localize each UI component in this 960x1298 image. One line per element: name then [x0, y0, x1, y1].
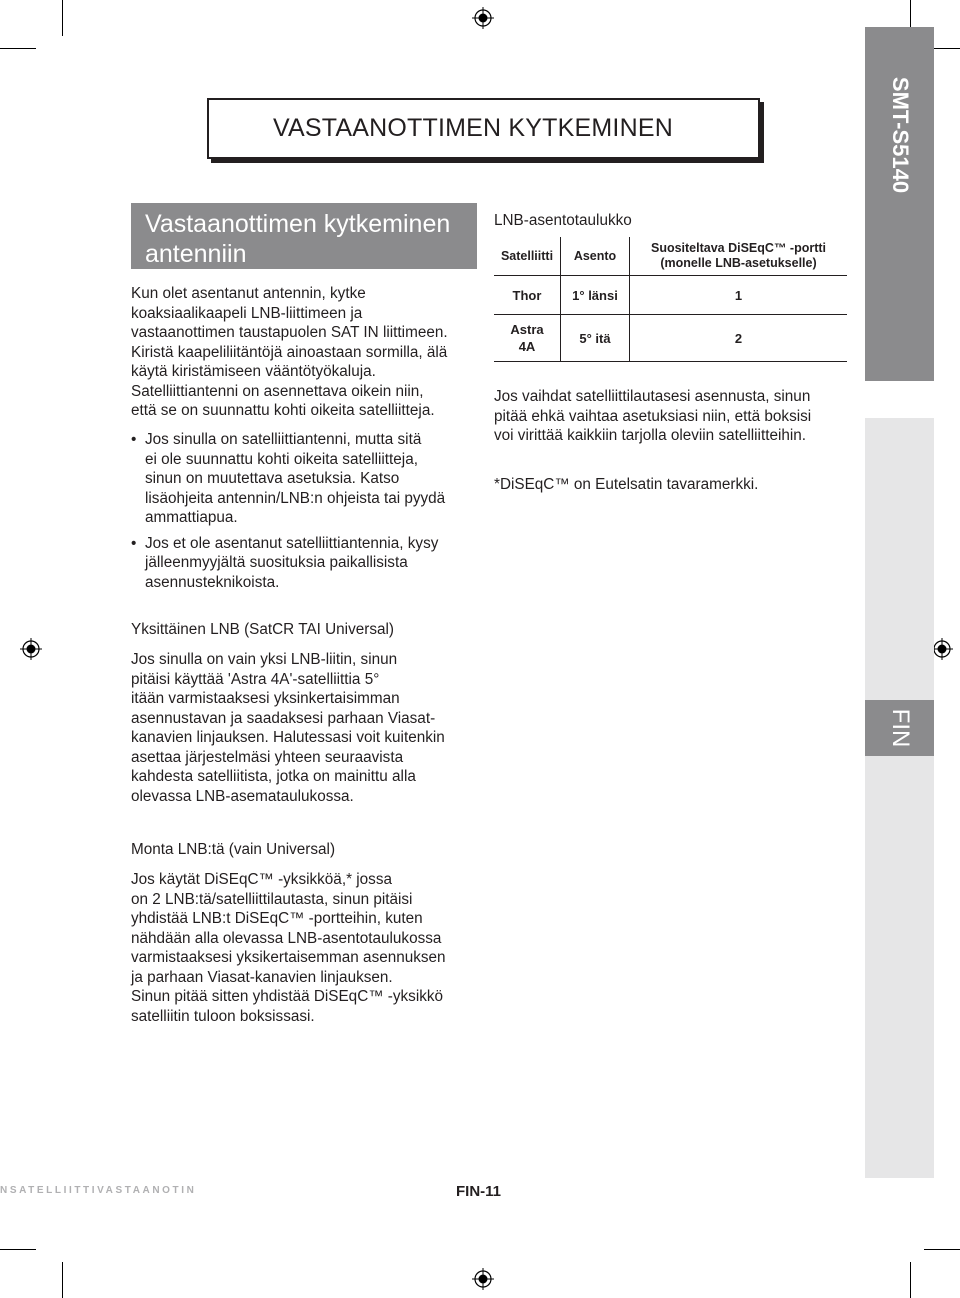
table-header-row	[494, 237, 847, 276]
table-cell: 1	[630, 276, 848, 315]
bullet-list	[131, 430, 481, 598]
text-line: sinun on muutettava asetuksia. Katso	[145, 470, 400, 487]
text-line: käytä kiristämiseen vääntötyökaluja.	[131, 363, 376, 380]
column-header	[630, 237, 848, 276]
single-lnb-heading: Yksittäinen LNB (SatCR TAI Universal)	[131, 621, 394, 638]
crop-mark	[910, 1262, 911, 1298]
table-cell	[494, 315, 561, 362]
text-line: pitää ehkä vaihtaa asetuksiasi niin, että boksisi	[494, 407, 812, 425]
text-line: Satelliittiantenni on asennettava oikein niin,	[131, 382, 424, 400]
list-item	[131, 430, 481, 528]
text-line: Jos sinulla on vain yksi LNB-liitin, sinun	[131, 651, 398, 668]
multi-lnb-paragraph	[131, 870, 491, 1026]
text-line: kanavien linjauksen. Halutessasi voit kuitenkin	[131, 729, 445, 746]
page-title-box	[207, 98, 760, 159]
text-line: yhdistää LNB:t DiSEqC™ -portteihin, kuten	[131, 910, 423, 927]
lnb-position-table	[494, 237, 847, 362]
text-line: voi virittää kaikkiin tarjolla oleviin satelliitteihin.	[494, 427, 807, 444]
text-line: olevassa LNB-asemataulukossa.	[131, 787, 354, 805]
trademark-note: *DiSEqC™ on Eutelsatin tavaramerkki.	[494, 476, 759, 493]
text-line: jälleenmyyjältä suosituksia paikallisista	[145, 554, 408, 571]
text-line: Jos käytät DiSEqC™ -yksikköä,* jossa	[131, 871, 392, 888]
text-line: pitäisi käyttää 'Astra 4A'-satelliittia 5°	[131, 670, 380, 688]
text-line: Jos vaihdat satelliittilautasesi asennusta, sinun	[494, 388, 811, 405]
sidebar-model-label: SMT-S5140	[887, 76, 913, 194]
text-line: ja parhaan Viasat-kanavien linjauksen.	[131, 968, 393, 986]
crop-mark	[62, 0, 63, 36]
table-cell: 5° itä	[561, 315, 630, 362]
cell-text: Astra 4A	[510, 322, 544, 354]
crop-mark	[0, 1249, 36, 1250]
text-line: koaksiaalikaapeli LNB-liittimeen ja	[131, 304, 363, 322]
table-cell: Thor	[494, 276, 561, 315]
sidebar-light-bar	[865, 418, 934, 1178]
header-line: Suositeltava DiSEqC™ -portti	[650, 241, 827, 255]
text-line: Kun olet asentanut antennin, kytke	[131, 285, 366, 302]
single-lnb-paragraph	[131, 650, 491, 806]
table-cell: 1° länsi	[561, 276, 630, 315]
text-line: kahdesta satelliitista, jotka on mainittu alla	[131, 768, 416, 785]
text-line: • Jos sinulla on satelliittiantenni, mutta sitä	[145, 431, 422, 448]
language-tab: FIN	[865, 700, 934, 756]
footer-product-name: NSATELLIITTIVASTAANOTIN	[0, 1185, 197, 1196]
text-line: Sinun pitää sitten yhdistää DiSEqC™ -yksikkö	[131, 988, 444, 1005]
text-line: varmistaaksesi yksikertaisemman asennuksen	[131, 949, 446, 966]
header-line: (monelle LNB-asetukselle)	[660, 256, 817, 270]
text-line: itään varmistaaksesi yksinkertaisimman	[131, 690, 400, 707]
text-line: lisäohjeita antennin/LNB:n ohjeista tai pyydä	[145, 489, 446, 507]
table-row	[494, 315, 847, 362]
registration-mark-icon	[472, 7, 494, 29]
column-header: Satelliitti	[494, 237, 561, 276]
page-number: FIN-11	[456, 1183, 502, 1200]
registration-mark-icon	[931, 638, 953, 660]
table-cell: 2	[630, 315, 848, 362]
text-line: vastaanottimen taustapuolen SAT IN liittimeen.	[131, 324, 448, 341]
text-line: ei ole suunnattu kohti oikeita satelliitteja,	[145, 450, 418, 468]
text-line: ammattiapua.	[145, 509, 238, 526]
column-header: Asento	[561, 237, 630, 276]
text-line: asennusteknikoista.	[145, 573, 280, 591]
text-line: satelliitin tuloon boksissasi.	[131, 1007, 315, 1025]
text-line: • Jos et ole asentanut satelliittiantennia, kysy	[145, 534, 439, 552]
text-line: asennustavan ja saadaksesi parhaan Viasat-	[131, 709, 436, 727]
registration-mark-icon	[20, 638, 42, 660]
list-item	[131, 534, 481, 593]
crop-mark	[62, 1262, 63, 1298]
intro-paragraph	[131, 284, 481, 421]
text-line: Kiristä kaapeliliitäntöjä ainoastaan sormilla, älä	[131, 343, 448, 361]
table-row	[494, 276, 847, 315]
section-heading: Vastaanottimen kytkeminen antenniin	[131, 203, 477, 269]
registration-mark-icon	[472, 1268, 494, 1290]
text-line: nähdään alla olevassa LNB-asentotaulukossa	[131, 929, 442, 947]
settings-note	[494, 387, 854, 446]
crop-mark	[0, 48, 36, 49]
text-line: että se on suunnattu kohti oikeita satelliitteja.	[131, 402, 435, 419]
multi-lnb-heading: Monta LNB:tä (vain Universal)	[131, 841, 336, 858]
text-line: on 2 LNB:tä/satelliittilautasta, sinun pitäisi	[131, 890, 413, 908]
table-caption: LNB-asentotaulukko	[494, 212, 632, 229]
page-title: VASTAANOTTIMEN KYTKEMINEN	[273, 114, 673, 142]
crop-mark	[924, 1249, 960, 1250]
text-line: asettaa järjestelmäsi yhteen seuraavista	[131, 748, 404, 766]
